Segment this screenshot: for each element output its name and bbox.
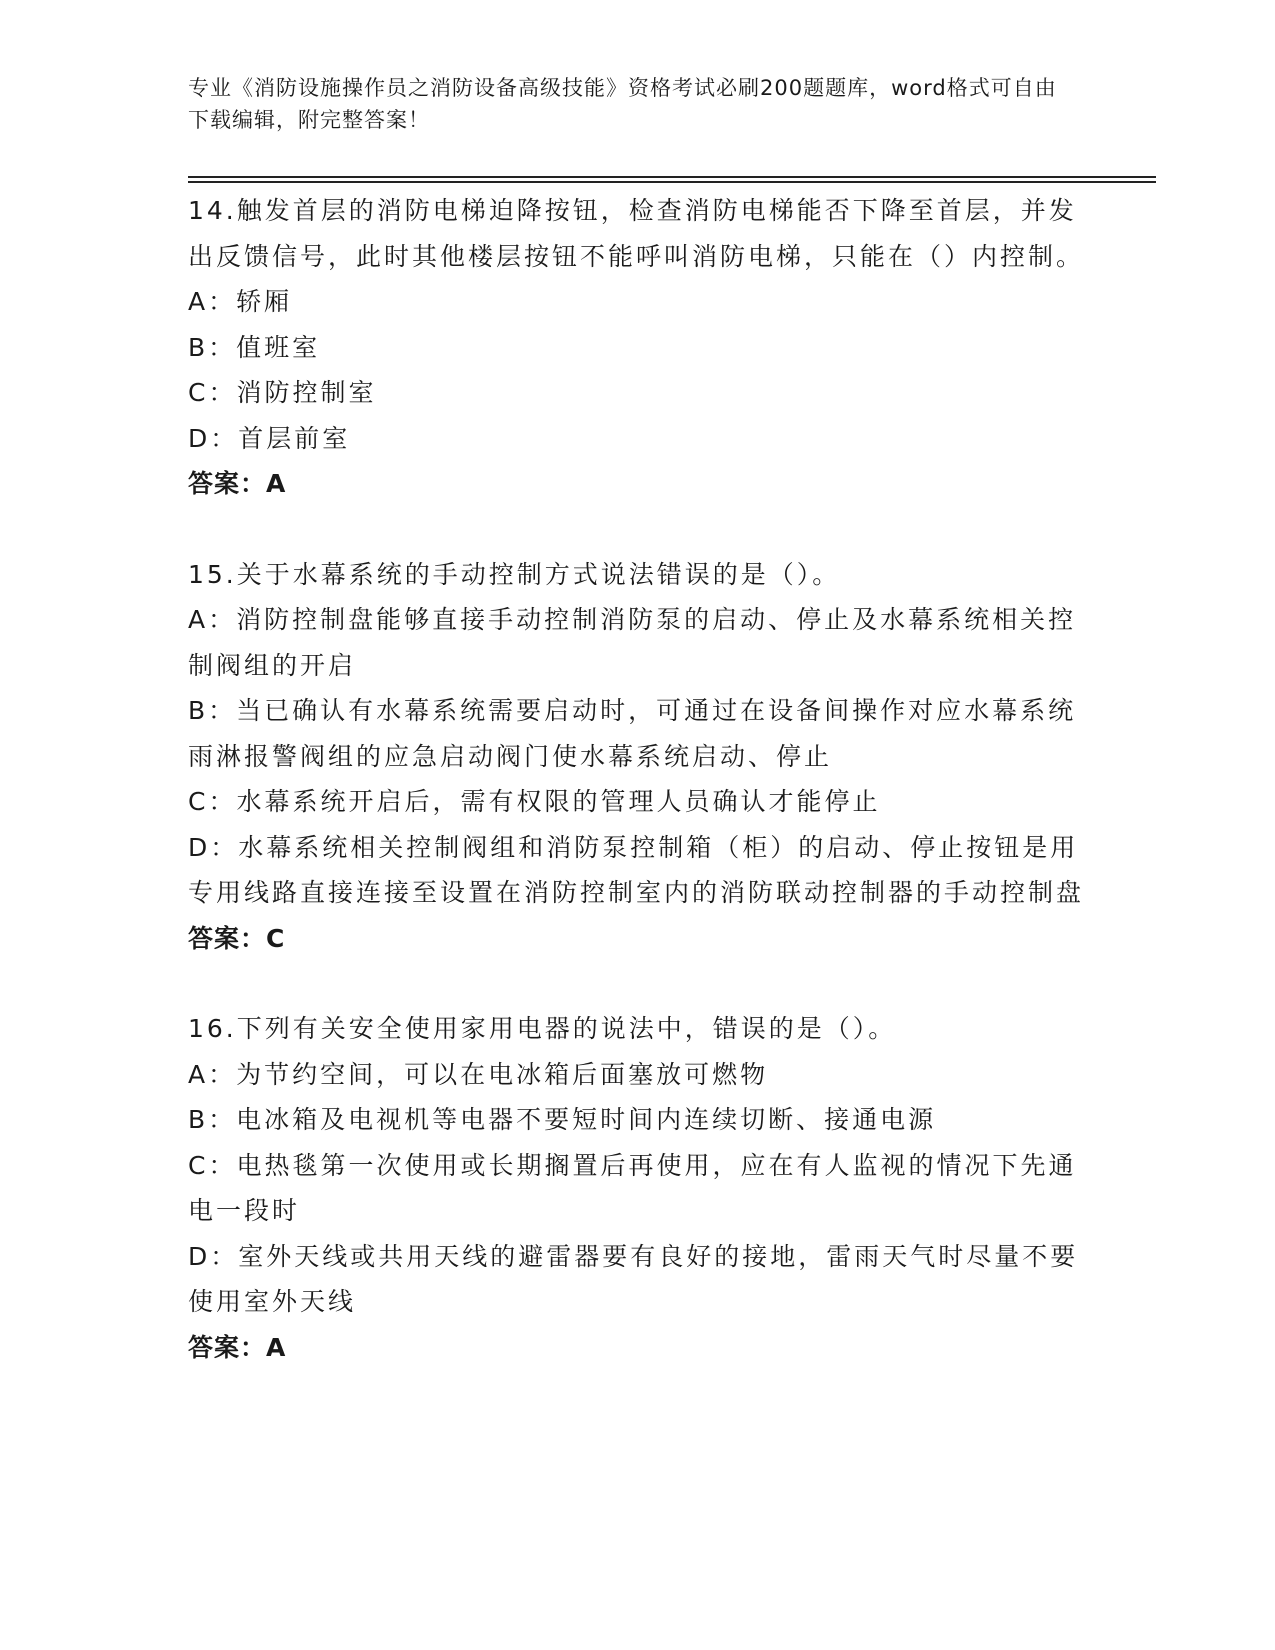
document-header: 专业《消防设施操作员之消防设备高级技能》资格考试必刷200题题库，word格式可自由下载编辑，附完整答案！	[188, 76, 1057, 132]
option-b: B：电冰箱及电视机等电器不要短时间内连续切断、接通电源	[188, 1105, 937, 1134]
option-a: A：轿厢	[188, 287, 293, 316]
option-c: C：电热毯第一次使用或长期搁置后再使用，应在有人监视的情况下先通电一段时	[188, 1150, 1077, 1225]
question-list	[188, 188, 1088, 1370]
option-c: C：水幕系统开启后，需有权限的管理人员确认才能停止	[188, 787, 881, 816]
answer: 答案：A	[188, 1332, 287, 1362]
question-16	[188, 1006, 1088, 1370]
header-divider-bottom	[188, 181, 1156, 183]
answer: 答案：C	[188, 923, 286, 953]
question-15	[188, 552, 1088, 962]
option-a: A：为节约空间，可以在电冰箱后面塞放可燃物	[188, 1059, 769, 1089]
option-d: D：室外天线或共用天线的避雷器要有良好的接地，雷雨天气时尽量不要使用室外天线	[188, 1241, 1079, 1316]
option-b: B：当已确认有水幕系统需要启动时，可通过在设备间操作对应水幕系统雨淋报警阀组的应急启动阀门使水幕系统启动、停止	[188, 696, 1077, 771]
option-c: C：消防控制室	[188, 378, 377, 407]
question-spacer	[188, 507, 1088, 552]
option-b: B：值班室	[188, 332, 321, 362]
question-spacer	[188, 961, 1088, 1006]
question-stem: 15.关于水幕系统的手动控制方式说法错误的是（）。	[188, 559, 841, 589]
option-d: D：首层前室	[188, 423, 351, 453]
option-a: A：消防控制盘能够直接手动控制消防泵的启动、停止及水幕系统相关控制阀组的开启	[188, 605, 1077, 680]
question-stem: 14.触发首层的消防电梯迫降按钮，检查消防电梯能否下降至首层，并发出反馈信号，此时其他楼层按钮不能呼叫消防电梯，只能在（）内控制。	[188, 196, 1085, 271]
option-d: D：水幕系统相关控制阀组和消防泵控制箱（柜）的启动、停止按钮是用专用线路直接连接至设置在消防控制室内的消防联动控制器的手动控制盘	[188, 832, 1085, 907]
header-divider-top	[188, 176, 1156, 178]
question-stem: 16.下列有关安全使用家用电器的说法中，错误的是（）。	[188, 1014, 897, 1043]
answer: 答案：A	[188, 469, 287, 498]
question-14	[188, 188, 1088, 507]
